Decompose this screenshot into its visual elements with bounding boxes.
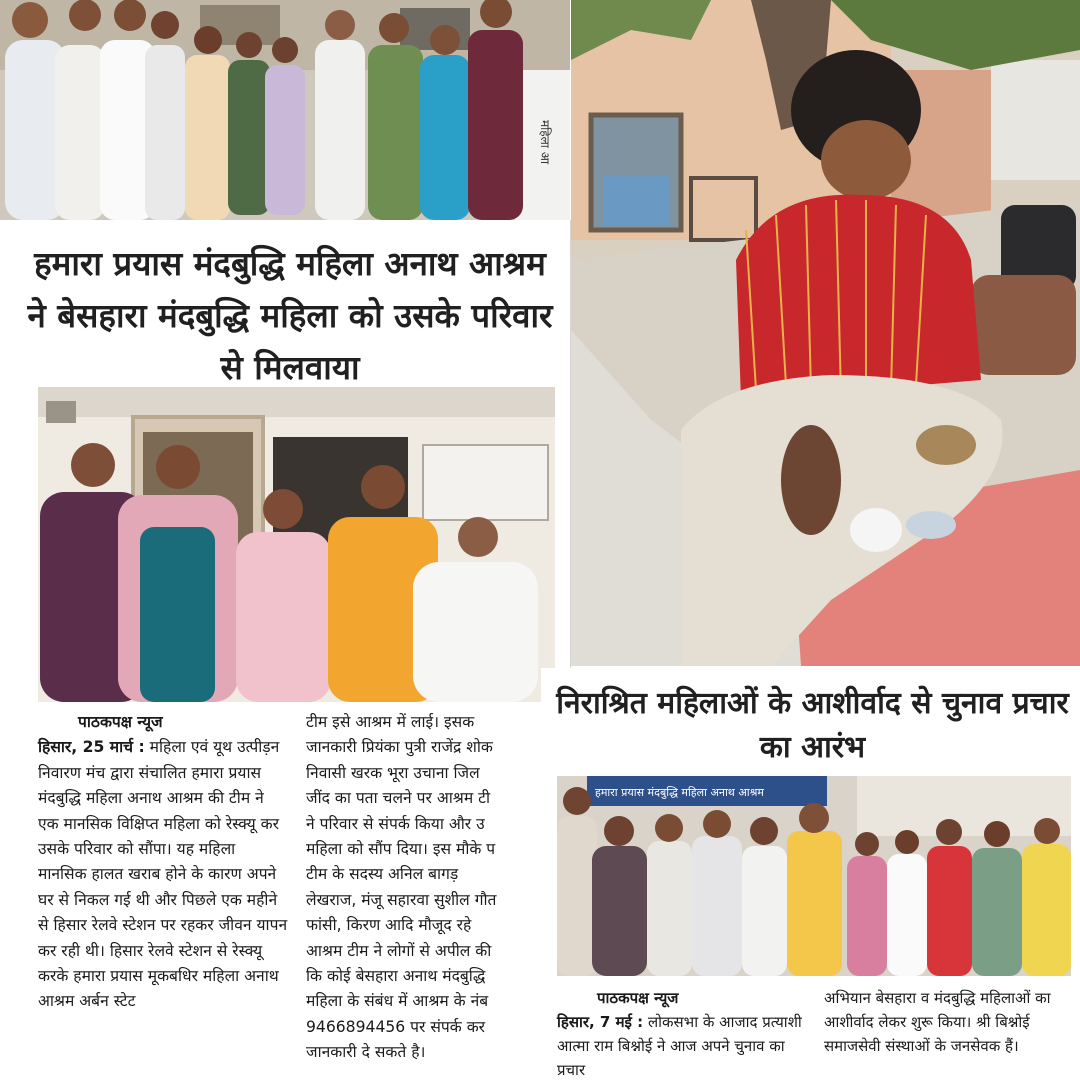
clipping-2-body-col1: लोकसभा के आजाद प्रत्याशी आत्मा राम बिश्नोई ने आज अपने चुनाव का प्रचार [557,1013,802,1079]
woman-sitting-photo [571,0,1080,666]
clipping-1-dateline: हिसार, 25 मार्च : [38,738,145,757]
clipping-1-col2-line: लेखराज, मंजू सहारवा सुशील गौत [306,890,497,909]
clipping-2-banner-text: हमारा प्रयास मंदबुद्धि महिला अनाथ आश्रम [595,786,764,799]
clipping-1-col2-line: निवासी खरक भूरा उचाना जिल [306,763,480,782]
clipping-1-col2-line: जानकारी प्रियंका पुत्री राजेंद्र शोक [306,738,493,757]
clipping-2-column-1 [557,986,807,1080]
clipping-1-col2-line: जींद का पता चलने पर आश्रम टी [306,789,490,808]
clipping-1-col2-line: टीम इसे आश्रम में लाई। इसक [306,713,475,731]
clipping-1-col2-line: टीम के सदस्य अनिल बागड़ [306,865,459,884]
clipping-1-body-col1: महिला एवं यूथ उत्पीड़न निवारण मंच द्वारा संचालित हमारा प्रयास मंदबुद्धि महिला अनाथ आश्रम की टीम ने एक मानसिक विक्षिप्त महिला को रेस्क्यू कर उसके परिवार को सौंपा। यह महिला मानसिक हालत खराब होने के कारण अपने घर से निकल गई थी और पिछले एक महीने से हिसार रेलवे स्टेशन पर रहकर जीवन यापन कर रही थी। हिसार रेलवे स्टेशन से रेस्क्यू करके हमारा प्रयास मूकबधिर महिला अनाथ आश्रम अर्बन स्टेट [38,738,288,1011]
clipping-1-source: पाठकपक्ष न्यूज [78,713,163,731]
clipping-1-col2-line: जानकारी दे सकते है। [306,1043,426,1062]
group-photo-top-left [0,0,570,220]
column-divider [570,220,571,668]
clipping-1-column-1 [38,710,288,1015]
clipping-1-col2-line: कि कोई बेसहारा अनाथ मंदबुद्धि [306,967,486,986]
clipping-2-source: पाठकपक्ष न्यूज [597,989,679,1007]
clipping-1-column-2 [306,710,544,1066]
clipping-1-col2-line: महिला के संबंध में आश्रम के नंब [306,992,489,1011]
clipping-1-col2-line: फांसी, किरण आदि मौजूद रहे [306,916,472,935]
news-clipping-rescue [0,220,570,1080]
clipping-1-headline: हमारा प्रयास मंदबुद्धि महिला अनाथ आश्रम ने बेसहारा मंदबुद्धि महिला को उसके परिवार से मिलवाया [27,244,553,387]
clipping-1-col2-line: आश्रम टीम ने लोगों से अपील की [306,941,492,960]
clipping-2-body-col2: अभियान बेसहारा व मंदबुद्धि महिलाओं का आशीर्वाद लेकर शुरू किया। श्री बिश्नोई समाजसेवी संस्थाओं के जनसेवक हैं। [824,989,1051,1055]
clipping-2-photo [557,776,1071,976]
wall-sign-text: महिला आ [538,120,552,164]
clipping-1-photo [38,387,555,702]
news-clipping-campaign [541,668,1080,1080]
clipping-1-col2-line: 9466894456 पर संपर्क कर [306,1017,486,1036]
clipping-2-column-2 [824,986,1069,1058]
clipping-1-col2-line: महिला को सौंप दिया। इस मौके प [306,840,496,859]
clipping-1-col2-line: ने परिवार से संपर्क किया और उ [306,814,485,833]
clipping-2-headline: निराश्रित महिलाओं के आशीर्वाद से चुनाव प्रचार का आरंभ [556,686,1069,765]
clipping-2-dateline: हिसार, 7 मई : [557,1013,644,1031]
